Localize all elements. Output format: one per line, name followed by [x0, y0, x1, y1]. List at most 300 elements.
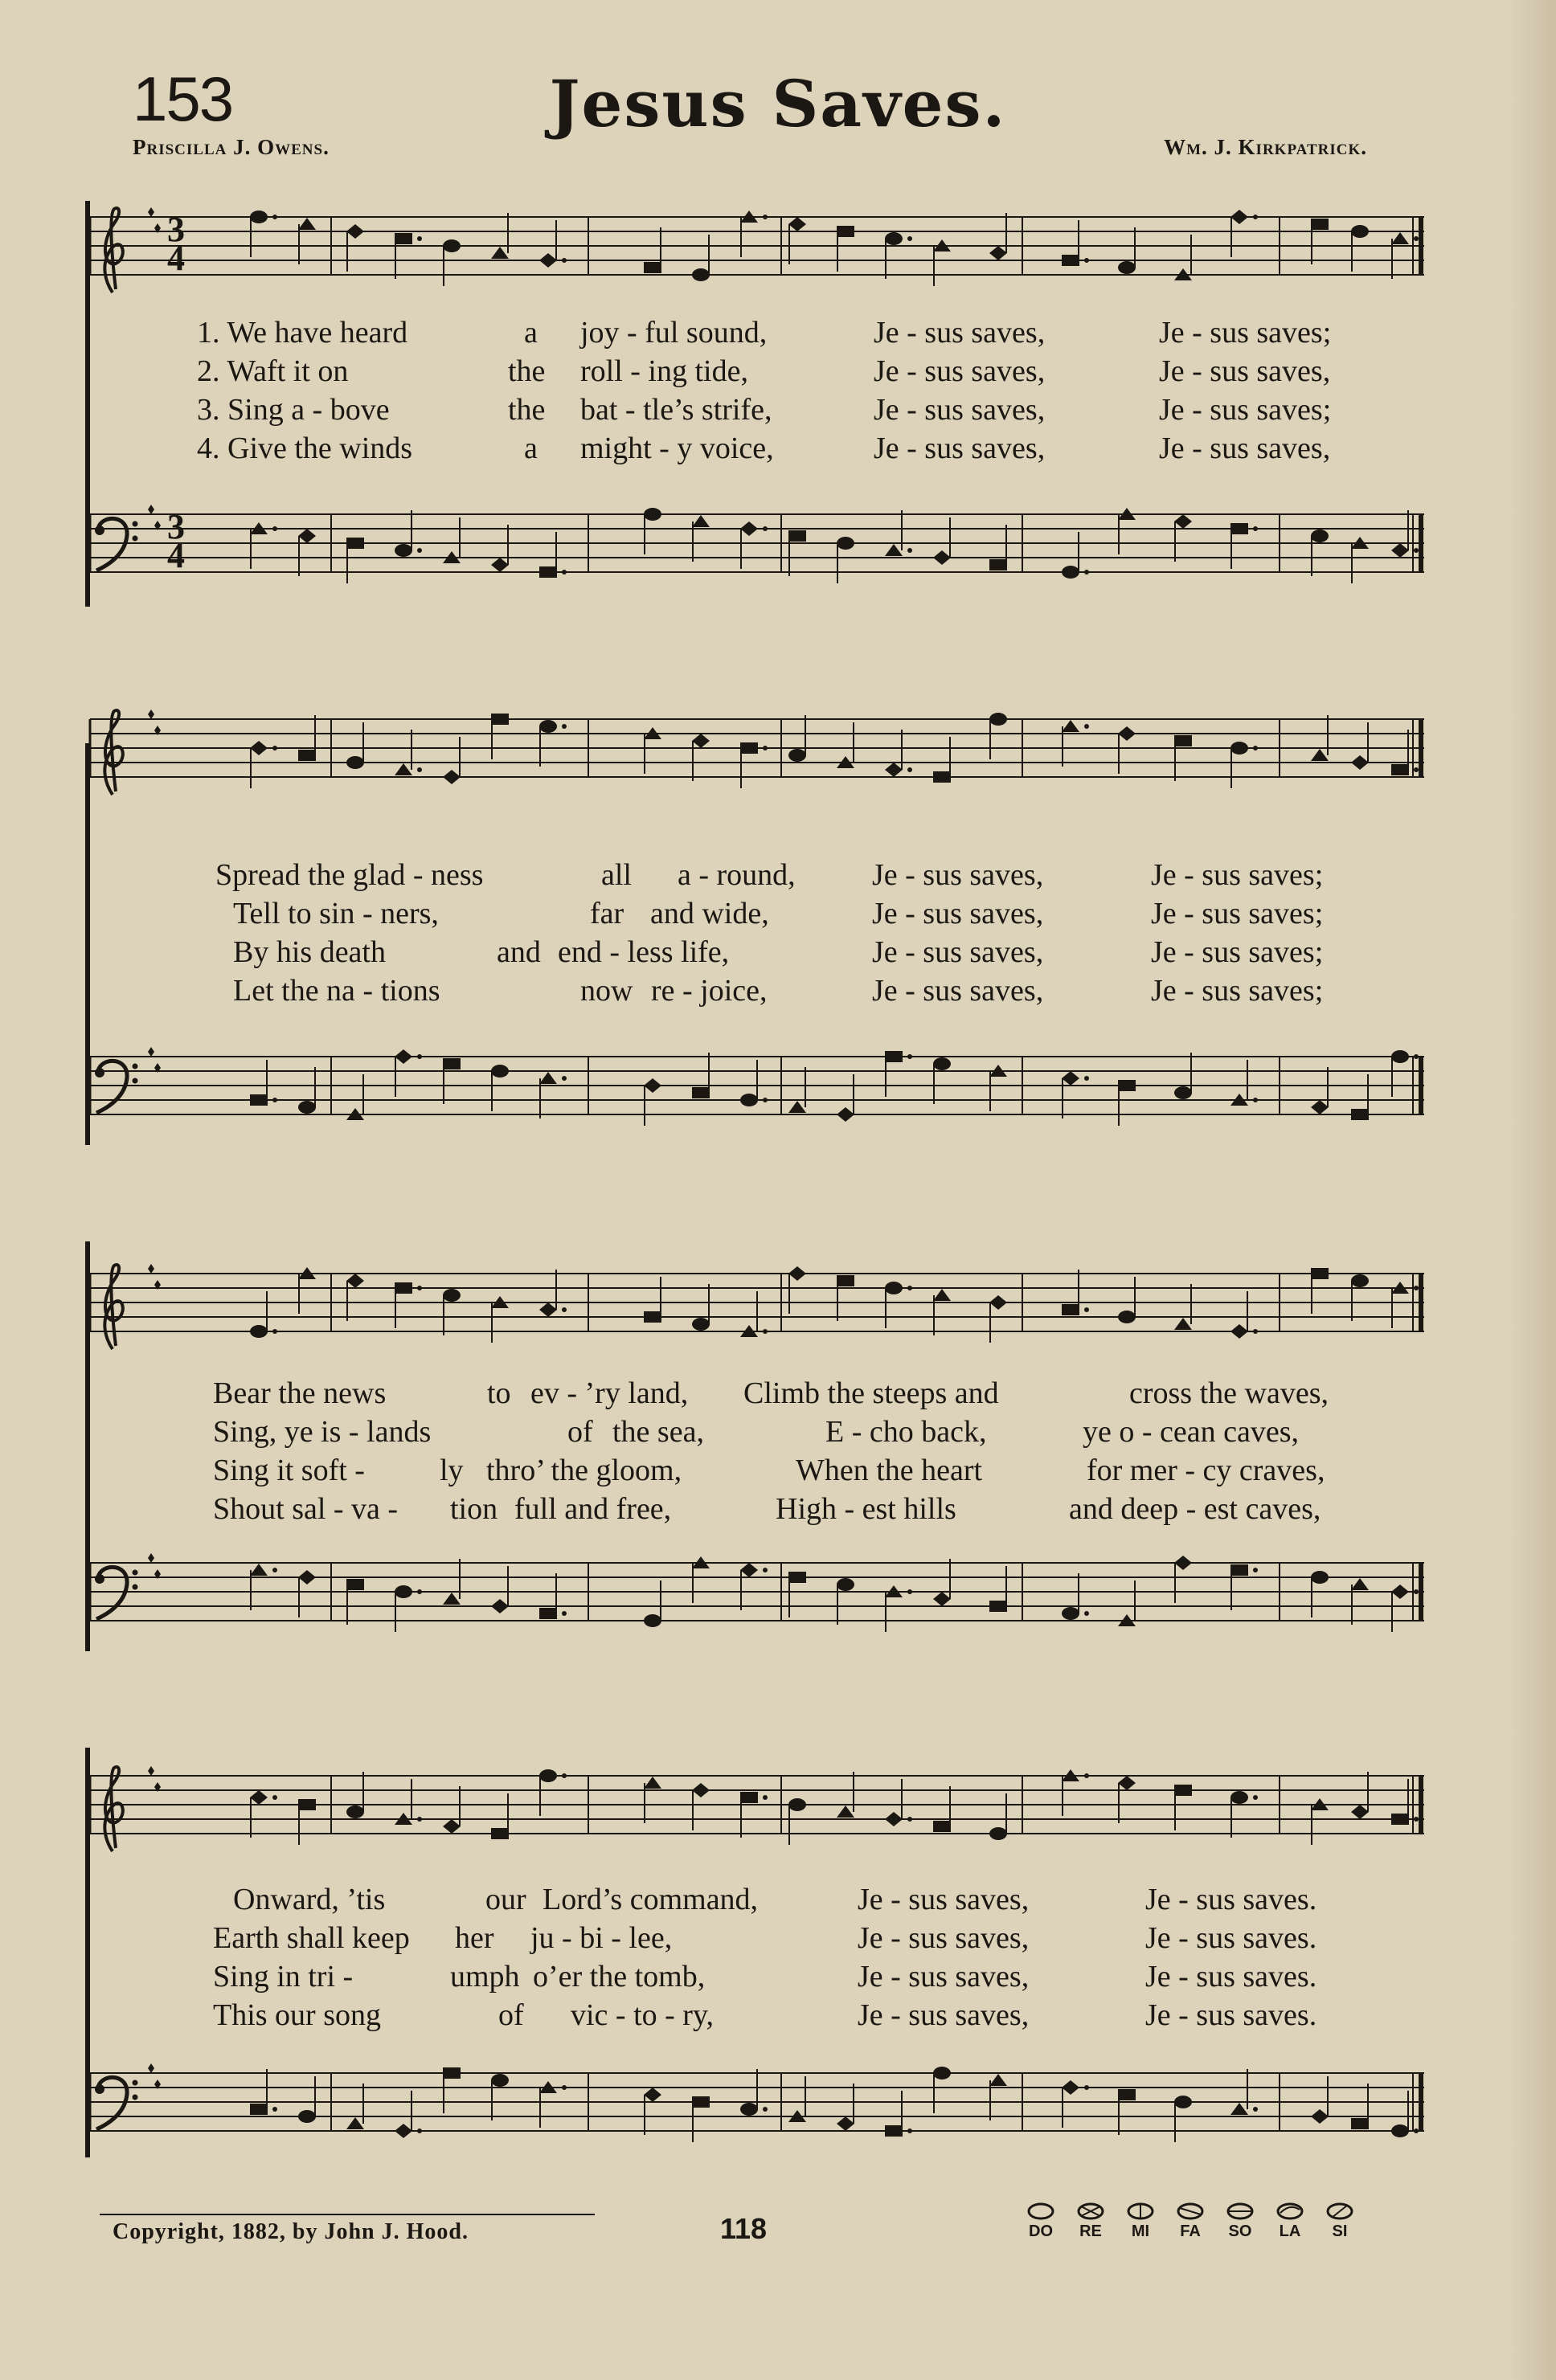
bass-staff	[90, 482, 1424, 603]
shape-label: SO	[1228, 2223, 1252, 2240]
note-head-icon	[788, 217, 806, 264]
note-head-icon	[933, 737, 951, 783]
note-head-icon	[539, 1270, 567, 1317]
lyric-fragment: o’er the tomb,	[533, 1960, 706, 1994]
lyric-fragment: Je - sus saves;	[1159, 316, 1332, 350]
lyric-fragment: Je - sus saves,	[872, 897, 1044, 930]
note-head-icon	[1311, 2076, 1329, 2124]
note-head-icon	[1118, 1581, 1136, 1626]
note-head-icon	[491, 1566, 509, 1613]
note-head-icon	[740, 1291, 768, 1337]
note-head-icon	[740, 2069, 768, 2116]
note-head-icon	[933, 1289, 951, 1335]
lyric-fragment: Onward, ’tis	[233, 1883, 386, 1916]
lyric-fragment: tion	[450, 1492, 498, 1526]
treble-staff	[90, 1241, 1424, 1362]
treble-staff	[90, 1744, 1424, 1864]
lyric-fragment: Je - sus saves;	[1151, 858, 1324, 892]
lyric-fragment: Je - sus saves,	[872, 974, 1044, 1008]
lyric-fragment: might - y voice,	[580, 431, 774, 465]
lyric-fragment: bat - tle’s strife,	[580, 393, 772, 427]
note-head-icon	[539, 220, 567, 268]
note-head-icon	[885, 232, 912, 279]
shape-label: LA	[1279, 2223, 1301, 2240]
lyric-fragment: our	[485, 1883, 526, 1916]
note-head-icon	[1351, 1772, 1369, 1819]
lyric-line	[0, 392, 1556, 431]
note-head-icon	[1230, 1060, 1258, 1106]
bass-staff	[90, 1531, 1424, 1651]
note-head-icon	[1118, 1277, 1136, 1323]
bass-staff	[90, 1024, 1424, 1145]
note-head-icon	[250, 1790, 277, 1838]
time-signature-digit: 3	[167, 507, 185, 546]
lyric-fragment: far	[590, 897, 624, 930]
shape-la-icon	[1266, 2202, 1314, 2241]
lyric-fragment: Je - sus saves,	[874, 354, 1046, 388]
note-head-icon	[346, 722, 364, 769]
shape-note-key	[1017, 2202, 1378, 2250]
note-head-icon	[1311, 219, 1329, 264]
time-signature-digit: 3	[167, 210, 185, 249]
note-head-icon	[989, 1566, 1007, 1612]
note-head-icon	[1174, 1053, 1192, 1099]
key-signature-sharp-icon	[148, 710, 161, 735]
lyric-fragment: all	[601, 858, 632, 892]
page-number: 118	[720, 2212, 768, 2245]
note-head-icon	[443, 737, 461, 784]
note-head-icon	[933, 517, 951, 565]
note-head-icon	[1062, 2080, 1089, 2128]
key-signature-sharp-icon	[148, 207, 161, 233]
treble-staff	[90, 185, 1424, 305]
lyric-line	[0, 1376, 1556, 1414]
note-head-icon	[1230, 742, 1258, 788]
lyric-fragment: Je - sus saves,	[858, 1998, 1030, 2032]
lyric-fragment: a	[524, 316, 538, 350]
lyric-line	[0, 1882, 1556, 1920]
bass-clef-icon	[95, 1567, 138, 1619]
treble-staff	[90, 687, 1424, 808]
note-head-icon	[298, 218, 316, 264]
note-head-icon	[250, 1291, 277, 1338]
bass-staff	[90, 2041, 1424, 2161]
shape-label: RE	[1079, 2223, 1102, 2240]
note-head-icon	[1391, 1585, 1419, 1632]
shape-do-icon	[1017, 2202, 1065, 2241]
lyric-fragment: Climb the steeps and	[743, 1376, 999, 1410]
note-head-icon	[1230, 523, 1258, 569]
note-head-icon	[788, 1572, 806, 1617]
note-head-icon	[740, 742, 768, 788]
shape-label: DO	[1029, 2223, 1053, 2240]
note-head-icon	[1391, 2091, 1419, 2137]
lyric-fragment: Je - sus saves,	[858, 1883, 1030, 1916]
lyric-fragment: roll - ing tide,	[580, 354, 748, 388]
note-head-icon	[837, 1772, 854, 1818]
lyric-line	[0, 1453, 1556, 1491]
time-signature-digit: 4	[167, 536, 185, 575]
note-head-icon	[1118, 726, 1136, 774]
note-head-icon	[933, 2067, 951, 2113]
note-head-icon	[491, 1065, 509, 1111]
note-head-icon	[644, 2088, 661, 2135]
note-head-icon	[395, 1585, 422, 1632]
note-head-icon	[788, 530, 806, 576]
lyric-fragment: ye o - cean caves,	[1083, 1415, 1300, 1449]
note-head-icon	[298, 715, 316, 761]
note-head-icon	[443, 2067, 461, 2113]
note-head-icon	[539, 1769, 567, 1816]
key-signature-sharp-icon	[148, 2063, 161, 2089]
bass-clef-icon	[95, 2077, 138, 2129]
note-head-icon	[1391, 1050, 1419, 1097]
note-head-icon	[1311, 1571, 1329, 1617]
note-head-icon	[443, 1786, 461, 1834]
note-head-icon	[346, 2084, 364, 2129]
note-head-icon	[885, 1585, 912, 1632]
note-head-icon	[837, 1275, 854, 1321]
note-head-icon	[1174, 1556, 1192, 1603]
note-head-icon	[885, 1282, 912, 1328]
lyric-line	[0, 1414, 1556, 1453]
lyric-fragment: a - round,	[678, 858, 796, 892]
note-head-icon	[539, 1573, 567, 1619]
key-signature-sharp-icon	[148, 1264, 161, 1290]
hymn-title: Jesus Saves.	[549, 66, 1007, 141]
note-head-icon	[933, 1057, 951, 1104]
lyric-fragment: This our song	[213, 1998, 381, 2032]
note-head-icon	[1174, 2096, 1192, 2142]
lyric-line	[0, 431, 1556, 469]
lyric-fragment: Je - sus saves,	[874, 431, 1046, 465]
note-head-icon	[837, 1074, 854, 1122]
lyric-fragment: and deep - est caves,	[1069, 1492, 1321, 1526]
lyric-fragment: Lord’s command,	[543, 1883, 759, 1916]
lyric-fragment: umph	[450, 1960, 520, 1994]
note-head-icon	[1062, 1071, 1089, 1118]
bass-clef-icon	[95, 1061, 138, 1113]
note-head-icon	[395, 2091, 422, 2138]
lyric-fragment: By his death	[233, 935, 386, 969]
lyric-line	[0, 934, 1556, 973]
note-head-icon	[1230, 210, 1258, 257]
note-head-icon	[443, 517, 461, 563]
lyric-line	[0, 896, 1556, 934]
note-head-icon	[346, 1074, 364, 1120]
note-head-icon	[1174, 1785, 1192, 1830]
lyric-fragment: her	[455, 1921, 494, 1955]
lyric-fragment: Shout sal - va -	[213, 1492, 399, 1526]
note-head-icon	[250, 2069, 277, 2115]
note-head-icon	[837, 226, 854, 272]
lyric-line	[0, 1998, 1556, 2036]
note-head-icon	[989, 713, 1007, 759]
key-signature-sharp-icon	[148, 1766, 161, 1792]
note-head-icon	[1391, 510, 1419, 558]
note-head-icon	[692, 2096, 710, 2142]
note-head-icon	[250, 522, 277, 569]
note-head-icon	[788, 1798, 806, 1845]
note-head-icon	[1174, 1284, 1192, 1330]
note-head-icon	[1351, 1274, 1369, 1321]
note-head-icon	[443, 1058, 461, 1104]
note-head-icon	[740, 1792, 768, 1838]
lyric-fragment: re - joice,	[651, 974, 768, 1008]
note-head-icon	[298, 1570, 316, 1617]
note-head-icon	[692, 1783, 710, 1830]
note-head-icon	[250, 1564, 277, 1610]
lyric-fragment: Je - sus saves.	[1145, 1960, 1317, 1994]
note-head-icon	[443, 1559, 461, 1605]
key-signature-sharp-icon	[148, 1553, 161, 1579]
bass-clef-icon	[95, 518, 138, 570]
lyric-fragment: of	[567, 1415, 593, 1449]
note-head-icon	[346, 1274, 364, 1321]
note-head-icon	[692, 1284, 710, 1331]
note-head-icon	[1351, 1074, 1369, 1120]
lyric-fragment: full and free,	[514, 1492, 672, 1526]
note-head-icon	[885, 1779, 912, 1826]
note-head-icon	[740, 521, 768, 569]
note-head-icon	[837, 722, 854, 768]
lyric-fragment: and wide,	[650, 897, 769, 930]
note-head-icon	[1174, 514, 1192, 562]
shape-si-icon	[1316, 2202, 1364, 2241]
note-head-icon	[1351, 1578, 1369, 1625]
lyric-fragment: a	[524, 431, 538, 465]
note-head-icon	[539, 2081, 567, 2128]
lyric-fragment: 1. We have heard	[197, 316, 408, 350]
lyric-line	[0, 1959, 1556, 1998]
lyric-fragment: and	[497, 935, 541, 969]
note-head-icon	[989, 1793, 1007, 1840]
lyric-fragment: Je - sus saves.	[1145, 1921, 1317, 1955]
note-head-icon	[644, 1777, 661, 1823]
note-head-icon	[395, 510, 422, 557]
lyric-fragment: vic - to - ry,	[571, 1998, 714, 2032]
note-head-icon	[837, 537, 854, 583]
note-head-icon	[346, 224, 364, 272]
lyric-fragment: the	[508, 393, 546, 427]
note-head-icon	[539, 1072, 567, 1118]
footer-rule	[100, 2214, 595, 2215]
lyric-fragment: Sing, ye is - lands	[213, 1415, 432, 1449]
shape-so-icon	[1216, 2202, 1264, 2241]
treble-clef-icon	[104, 1265, 122, 1349]
note-head-icon	[1118, 1080, 1136, 1126]
note-head-icon	[250, 741, 277, 788]
note-head-icon	[395, 1282, 422, 1328]
note-head-icon	[989, 525, 1007, 570]
note-head-icon	[740, 1060, 768, 1106]
note-head-icon	[1311, 1268, 1329, 1314]
lyric-fragment: ju - bi - lee,	[530, 1921, 673, 1955]
note-head-icon	[885, 510, 912, 556]
lyric-fragment: Je - sus saves.	[1145, 1883, 1317, 1916]
note-head-icon	[395, 1779, 422, 1825]
note-head-icon	[644, 1581, 661, 1627]
note-head-icon	[788, 1067, 806, 1113]
note-head-icon	[885, 1051, 912, 1097]
lyric-fragment: Je - sus saves,	[1159, 431, 1331, 465]
note-head-icon	[395, 730, 422, 775]
note-head-icon	[989, 2074, 1007, 2120]
note-head-icon	[1311, 715, 1329, 761]
note-head-icon	[740, 211, 768, 257]
note-head-icon	[644, 1078, 661, 1126]
lyric-fragment: Je - sus saves,	[874, 393, 1046, 427]
note-head-icon	[1391, 1779, 1419, 1825]
note-head-icon	[346, 1772, 364, 1818]
lyric-fragment: Je - sus saves;	[1159, 393, 1332, 427]
lyric-fragment: ev - ’ry land,	[530, 1376, 689, 1410]
lyric-fragment: joy - ful sound,	[580, 316, 768, 350]
lyric-fragment: 4. Give the winds	[197, 431, 413, 465]
note-head-icon	[1118, 2089, 1136, 2135]
note-head-icon	[491, 525, 509, 572]
note-head-icon	[1118, 1776, 1136, 1823]
note-head-icon	[885, 2091, 912, 2137]
lyric-fragment: cross the waves,	[1129, 1376, 1329, 1410]
note-head-icon	[788, 1266, 806, 1314]
note-head-icon	[1391, 232, 1419, 279]
note-head-icon	[1311, 530, 1329, 576]
note-head-icon	[1118, 227, 1136, 274]
note-head-icon	[1391, 1282, 1419, 1328]
lyric-fragment: Je - sus saves,	[858, 1921, 1030, 1955]
note-head-icon	[1351, 2084, 1369, 2129]
lyric-fragment: ly	[440, 1454, 464, 1487]
lyric-fragment: for mer - cy craves,	[1087, 1454, 1325, 1487]
note-head-icon	[298, 2076, 316, 2123]
composer-credit: Wm. J. Kirkpatrick.	[1164, 135, 1367, 159]
note-head-icon	[491, 1793, 509, 1839]
note-head-icon	[692, 515, 710, 562]
shape-mi-icon	[1116, 2202, 1165, 2241]
lyric-fragment: end - less life,	[558, 935, 730, 969]
lyric-fragment: of	[498, 1998, 524, 2032]
note-head-icon	[539, 532, 567, 578]
lyric-line	[0, 973, 1556, 1012]
lyricist-credit: Priscilla J. Owens.	[133, 135, 330, 159]
note-head-icon	[1230, 2069, 1258, 2115]
note-head-icon	[1174, 235, 1192, 280]
note-head-icon	[1230, 1291, 1258, 1339]
shape-re-icon	[1067, 2202, 1115, 2241]
note-head-icon	[250, 1060, 277, 1106]
treble-clef-icon	[104, 208, 122, 292]
lyric-fragment: 2. Waft it on	[197, 354, 349, 388]
shape-fa-icon	[1166, 2202, 1214, 2241]
note-head-icon	[1230, 1791, 1258, 1838]
note-head-icon	[298, 1799, 316, 1845]
note-head-icon	[837, 1578, 854, 1625]
lyric-fragment: Tell to sin - ners,	[233, 897, 439, 930]
note-head-icon	[1311, 1067, 1329, 1114]
lyric-fragment: When the heart	[796, 1454, 983, 1487]
note-head-icon	[692, 235, 710, 281]
lyric-fragment: Sing it soft -	[213, 1454, 365, 1487]
note-head-icon	[539, 720, 567, 767]
note-head-icon	[1351, 225, 1369, 272]
note-head-icon	[491, 2074, 509, 2120]
note-head-icon	[346, 538, 364, 583]
note-head-icon	[1062, 1270, 1089, 1315]
lyric-fragment: to	[487, 1376, 511, 1410]
note-head-icon	[1062, 720, 1089, 767]
note-head-icon	[933, 1559, 951, 1606]
note-head-icon	[1351, 722, 1369, 770]
lyric-fragment: the	[508, 354, 546, 388]
note-head-icon	[1062, 220, 1089, 266]
lyric-fragment: Sing in tri -	[213, 1960, 354, 1994]
note-head-icon	[491, 714, 509, 759]
note-head-icon	[933, 1786, 951, 1832]
shape-label: MI	[1131, 2223, 1150, 2240]
note-head-icon	[1062, 1769, 1089, 1816]
lyric-fragment: now	[580, 974, 633, 1008]
lyric-line	[0, 1491, 1556, 1530]
copyright-notice: Copyright, 1882, by John J. Hood.	[113, 2219, 469, 2244]
treble-clef-icon	[104, 710, 122, 795]
hymn-number: 153	[133, 63, 233, 134]
lyric-fragment: Je - sus saves,	[872, 935, 1044, 969]
lyric-fragment: E - cho back,	[825, 1415, 987, 1449]
note-head-icon	[989, 213, 1007, 260]
note-head-icon	[1062, 1573, 1089, 1620]
lyric-fragment: Je - sus saves,	[874, 316, 1046, 350]
time-signature-digit: 4	[167, 239, 185, 278]
lyric-line	[0, 1920, 1556, 1959]
lyric-fragment: Je - sus saves,	[1159, 354, 1331, 388]
note-head-icon	[491, 213, 509, 259]
note-head-icon	[989, 1295, 1007, 1343]
lyric-fragment: thro’ the gloom,	[486, 1454, 682, 1487]
note-head-icon	[443, 239, 461, 286]
lyric-fragment: Bear the news	[213, 1376, 387, 1410]
lyric-fragment: Je - sus saves;	[1151, 935, 1324, 969]
lyric-fragment: the sea,	[612, 1415, 704, 1449]
note-head-icon	[298, 529, 316, 576]
lyric-line	[0, 354, 1556, 392]
key-signature-sharp-icon	[148, 1047, 161, 1073]
note-head-icon	[644, 1277, 661, 1323]
note-head-icon	[788, 2076, 806, 2122]
note-head-icon	[1230, 1564, 1258, 1610]
lyric-line	[0, 315, 1556, 354]
note-head-icon	[788, 715, 806, 762]
note-head-icon	[885, 730, 912, 777]
shape-label: SI	[1332, 2223, 1348, 2240]
lyric-fragment: Let the na - tions	[233, 974, 440, 1008]
lyric-fragment: 3. Sing a - bove	[197, 393, 390, 427]
lyric-fragment: Je - sus saves;	[1151, 897, 1324, 930]
note-head-icon	[395, 233, 422, 279]
lyric-fragment: Je - sus saves,	[872, 858, 1044, 892]
note-head-icon	[443, 1289, 461, 1335]
note-head-icon	[298, 1067, 316, 1114]
shape-label: FA	[1180, 2223, 1201, 2240]
lyric-fragment: Je - sus saves,	[858, 1960, 1030, 1994]
note-head-icon	[395, 1049, 422, 1097]
note-head-icon	[692, 1053, 710, 1098]
note-head-icon	[644, 508, 661, 554]
key-signature-sharp-icon	[148, 505, 161, 530]
lyric-fragment: Je - sus saves;	[1151, 974, 1324, 1008]
lyric-fragment: Je - sus saves.	[1145, 1998, 1317, 2032]
note-head-icon	[1174, 735, 1192, 781]
